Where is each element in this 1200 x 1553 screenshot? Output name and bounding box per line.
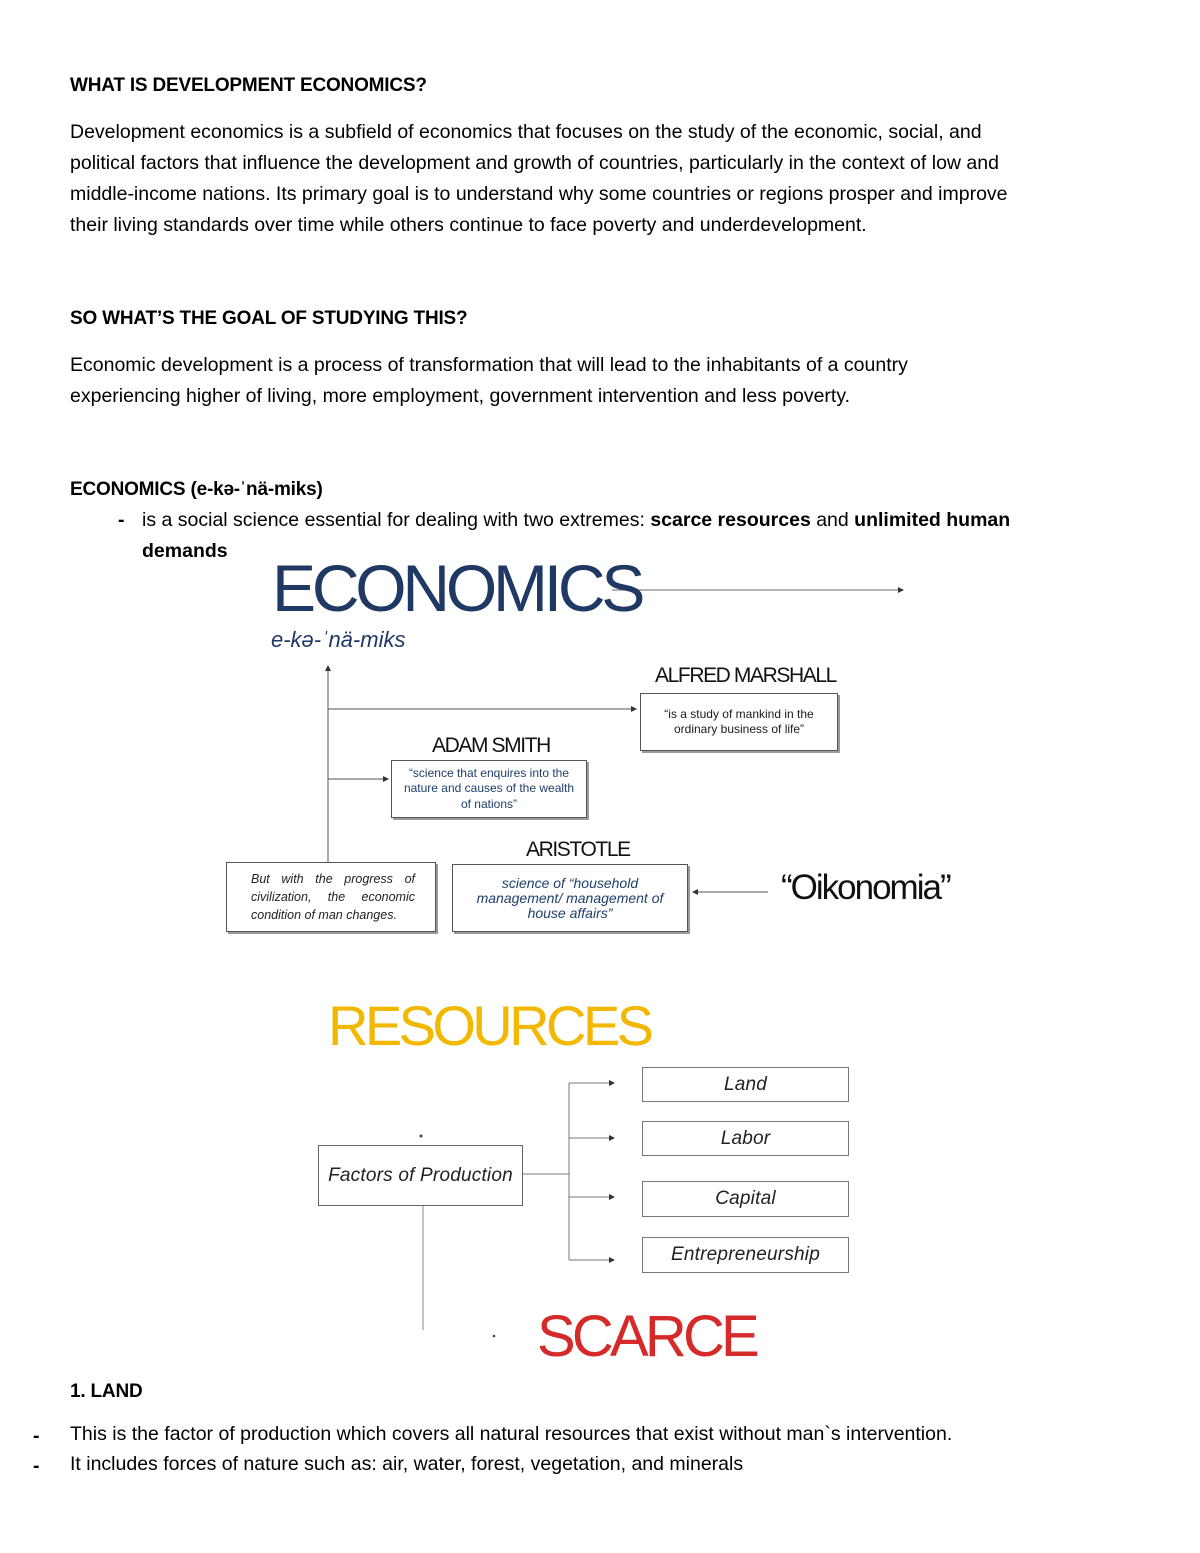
economics-title: ECONOMICS: [272, 551, 642, 625]
bullet-dash: -: [118, 509, 125, 531]
land-bullet-1: This is the factor of production which covers all natural resources that exist without man`s intervention.: [70, 1423, 953, 1445]
scarce-label: SCARCE: [537, 1304, 756, 1369]
paragraph-line: experiencing higher of living, more employment, government intervention and less poverty.: [70, 385, 851, 407]
factor-box-labor: [642, 1121, 849, 1156]
adam-smith-label: ADAM SMITH: [432, 734, 550, 757]
paragraph-line: Economic development is a process of transformation that will lead to the inhabitants of a country: [70, 354, 908, 376]
aristotle-quote-box: [452, 864, 688, 932]
bullet-text: and: [810, 509, 855, 531]
economics-pronunciation: e-kə-ˈnä-miks: [271, 627, 406, 652]
bullet-bold-unlimited-human: unlimited human: [854, 509, 1011, 531]
aristotle-quote-lead: science of: [501, 874, 569, 891]
resources-title: RESOURCES: [328, 994, 651, 1057]
factor-box-land: [642, 1067, 849, 1102]
progress-note: But with the progress of civilization, the economic condition of man changes.: [251, 872, 415, 922]
smith-quote-box: [391, 760, 587, 818]
heading-economics-pronunciation: ECONOMICS (e-kə-ˈnä-miks): [70, 479, 323, 500]
factor-labor: Labor: [720, 1127, 771, 1149]
progress-note-box: [226, 862, 436, 932]
resources-diagram-connectors: [0, 1060, 1200, 1340]
paragraph-line: Development economics is a subfield of economics that focuses on the study of the economic, social, and: [70, 121, 982, 143]
aristotle-quote-main: “household management/ management of house affairs”: [476, 874, 664, 921]
land-bullet-2: It includes forces of nature such as: air, water, forest, vegetation, and minerals: [70, 1453, 744, 1475]
paragraph-line: political factors that influence the development and growth of countries, particularly in the context of low and: [70, 152, 999, 174]
paragraph-line: middle-income nations. Its primary goal is to understand why some countries or regions prosper and improve: [70, 183, 1008, 205]
factor-entrepreneurship: Entrepreneurship: [671, 1244, 820, 1265]
smith-quote: “science that enquires into the nature and causes of the wealth of nations”: [403, 765, 575, 811]
bullet-text: is a social science essential for dealing with two extremes:: [142, 509, 651, 531]
heading-land: 1. LAND: [70, 1381, 143, 1402]
heading-development-economics: WHAT IS DEVELOPMENT ECONOMICS?: [70, 75, 427, 96]
factor-box-capital: [642, 1181, 849, 1217]
factor-capital: Capital: [715, 1188, 776, 1209]
bullet-dash: -: [33, 1425, 40, 1447]
oikonomia-label: “Oikonomia”: [781, 868, 950, 907]
paragraph-line: their living standards over time while others continue to face poverty and underdevelopment.: [70, 214, 867, 236]
factor-box-entrepreneurship: [642, 1237, 849, 1273]
aristotle-quote: [453, 876, 687, 921]
bullet-line-2: demands: [142, 540, 228, 562]
aristotle-label: ARISTOTLE: [526, 838, 630, 861]
marshall-quote-box: [640, 693, 838, 751]
bullet-dash: -: [33, 1455, 40, 1477]
factor-land: Land: [723, 1073, 768, 1095]
land-bullets: [0, 1423, 1200, 1493]
factors-of-production-label: Factors of Production: [328, 1164, 513, 1186]
bullet-bold-scarce-resources: scarce resources: [650, 509, 811, 531]
heading-goal-of-studying: SO WHAT’S THE GOAL OF STUDYING THIS?: [70, 308, 468, 329]
marshall-quote: “is a study of mankind in the ordinary business of life”: [664, 707, 814, 736]
factors-of-production-box: [318, 1145, 523, 1206]
alfred-marshall-label: ALFRED MARSHALL: [655, 664, 836, 687]
